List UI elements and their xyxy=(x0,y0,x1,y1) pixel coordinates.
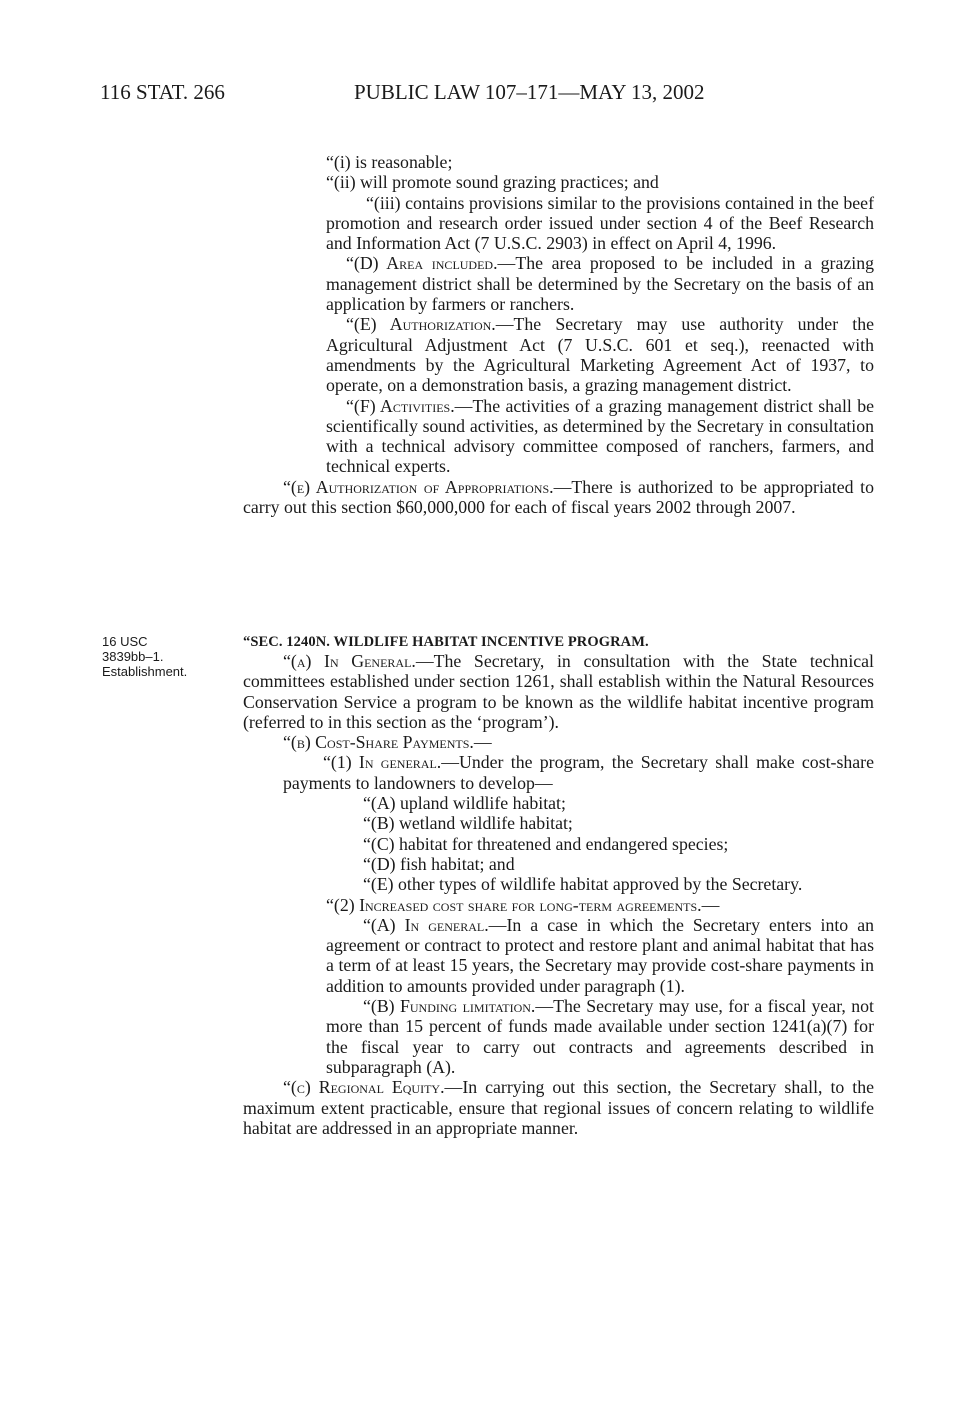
subpara-f-heading: “(F) Activities. xyxy=(346,395,455,416)
subsection-e-text: —There is authorized to be appropriated to carry out this section $60,000,000 for each of fiscal years 2002 through 2007. xyxy=(243,476,874,518)
subpara-e-text: —The Secretary may use authority under the Agricultural Adjustment Act (7 U.S.C. 601 et seq.), reenacted with amendments by the Agricultural Marketing Agreement Act of 1937, to operate, on a demonstration basis, a grazing management district. xyxy=(326,314,875,396)
subpara-f xyxy=(243,396,874,477)
subpara-d-text: —The area proposed to be included in a grazing management district shall be determined by the Secretary on the basis of an application by farmers or ranchers. xyxy=(326,253,874,315)
subpara-2b-heading: “(B) Funding limitation. xyxy=(363,996,536,1017)
subpara-f-text: —The activities of a grazing management district shall be scientifically sound activities, as determined by the Secretary in consultation with a technical advisory committee composed of ranchers, farmers, and technical experts. xyxy=(326,395,875,477)
margin-code: 3839bb–1. xyxy=(102,649,164,664)
paragraph-b2-heading: “(2) Increased cost share for long-term agreements.— xyxy=(326,894,720,915)
item-b: “(B) wetland wildlife habitat; xyxy=(363,813,573,834)
stat-citation: 116 STAT. 266 xyxy=(100,80,225,104)
subsection-a-heading: “(a) In General. xyxy=(283,651,416,671)
clause-ii: “(ii) will promote sound grazing practices; and xyxy=(326,172,659,193)
law-title: PUBLIC LAW 107–171—MAY 13, 2002 xyxy=(354,80,705,104)
section-title: “SEC. 1240N. WILDLIFE HABITAT INCENTIVE PROGRAM. xyxy=(243,634,649,650)
subsection-c xyxy=(243,1077,874,1138)
clause-iii: “(iii) contains provisions similar to the provisions contained in the beef promotion and research order issued under section 4 of the Beef Research and Information Act (7 U.S.C. 2903) in effect on April 4, 1996. xyxy=(326,192,874,254)
continued-provisions xyxy=(243,152,874,517)
item-c: “(C) habitat for threatened and endangered species; xyxy=(363,833,729,854)
subsection-b-heading: “(b) Cost-Share Payments.— xyxy=(283,732,492,753)
subsection-a xyxy=(243,651,874,732)
paragraph-b1-text: —Under the program, the Secretary shall make cost-share payments to landowners to develop— xyxy=(283,752,874,793)
subpara-d xyxy=(243,253,874,314)
subpara-d-heading: “(D) Area included. xyxy=(346,253,498,274)
subpara-2a xyxy=(243,915,874,996)
subsection-a-text: —The Secretary, in consultation with the State technical committees established under section 1261, shall establish within the Natural Resources Conservation Service a program to be known as the wildlife habitat incentive program (referred to in this section as the ‘program’). xyxy=(243,651,874,732)
item-e: “(E) other types of wildlife habitat approved by the Secretary. xyxy=(363,874,803,895)
item-d: “(D) fish habitat; and xyxy=(363,853,515,874)
subpara-e xyxy=(243,314,874,395)
margin-establishment: Establishment. xyxy=(102,664,188,679)
paragraph-b1-heading: “(1) In general. xyxy=(323,752,442,773)
page-header xyxy=(100,80,900,110)
subpara-e-heading: “(E) Authorization. xyxy=(346,314,496,335)
subpara-2b-text: —The Secretary may use, for a fiscal year, not more than 15 percent of funds made available under section 1241(a)(7) for the fiscal year to carry out contracts and agreements described in subparagraph (A). xyxy=(326,996,874,1077)
clause-i: “(i) is reasonable; xyxy=(326,152,453,172)
item-a: “(A) upland wildlife habitat; xyxy=(363,793,566,814)
margin-note xyxy=(102,634,187,679)
subpara-2a-text: —In a case in which the Secretary enters into an agreement or contract to protect and restore plant and animal habitat that has a term of at least 15 years, the Secretary may provide cost-share payments in addition to amounts provided under paragraph (1). xyxy=(326,914,874,996)
subsection-c-heading: “(c) Regional Equity. xyxy=(283,1077,445,1098)
subpara-2a-heading: “(A) In general. xyxy=(363,914,489,935)
subsection-c-text: —In carrying out this section, the Secretary shall, to the maximum extent practicable, ensure that regional issues of concern relating to wildlife habitat are addressed in an appropriate manner. xyxy=(243,1077,874,1138)
subsection-e-heading: “(e) Authorization of Appropriations. xyxy=(283,476,554,497)
subpara-2b xyxy=(243,996,874,1077)
margin-usc: 16 USC xyxy=(102,634,148,649)
section-body xyxy=(243,651,874,1138)
paragraph-b1 xyxy=(243,752,874,793)
subsection-e xyxy=(243,477,874,518)
